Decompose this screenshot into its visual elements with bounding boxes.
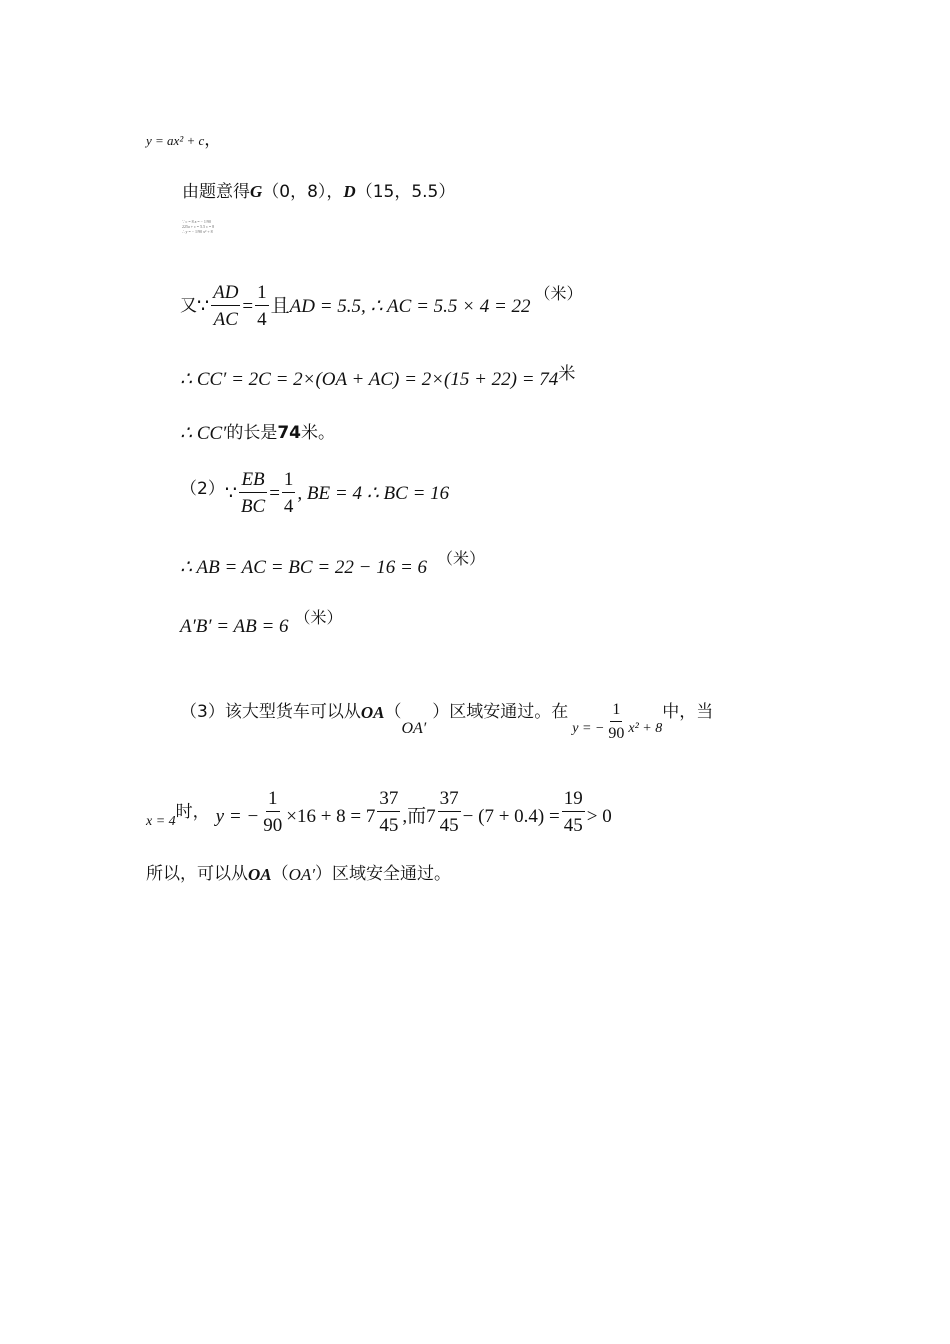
fraction-19-45: $\frac{19}{45}$ <box>563 788 583 836</box>
ratio-ad-ac-line <box>180 283 583 329</box>
cc-prime-label: ∴ CC′ <box>180 423 227 444</box>
ab-prime-line <box>180 607 343 637</box>
system-row-2: 225a + c = 5.5 c = 8 <box>182 224 215 229</box>
point-d: D <box>343 182 356 201</box>
bc-computation: , BE = 4 ∴ BC = 16 <box>297 482 450 504</box>
part-2-label: （2） <box>180 478 225 499</box>
part-3-text: ）区域安通过。在 <box>432 701 569 722</box>
given-points-line <box>182 183 455 201</box>
fraction-37-45: $\frac{37}{45}$ <box>379 788 399 836</box>
unit-meter: （米） <box>534 284 583 303</box>
computation-mid-2: − (7 + 0.4) = <box>462 805 560 827</box>
x-equals-4: x = 4 <box>146 814 176 829</box>
cc-prime-result <box>180 424 335 443</box>
system-row-3: ∴ y = − 1/90 x² + 8 <box>182 229 213 234</box>
parabola-formula: y = ax² + c <box>146 133 205 148</box>
equation-system-thumbnail <box>182 219 214 234</box>
computation-mid: ×16 + 8 = 7 <box>286 805 376 827</box>
ab-prime-formula: A′B′ = AB = 6 <box>180 616 289 637</box>
fraction-one-quarter: $\frac{1}{4}$ <box>257 282 267 330</box>
segment-oa: OA <box>360 702 385 722</box>
point-d-coords: （15，5.5） <box>355 182 456 202</box>
ac-computation: AD = 5.5, ∴ AC = 5.5 × 4 = 22 <box>289 295 531 317</box>
fraction-1-90: $\frac{1}{90}$ <box>263 788 283 836</box>
fraction-one-quarter: $\frac{1}{4}$ <box>283 469 294 517</box>
greater-than-zero: > 0 <box>586 805 612 827</box>
shi-char: 时， <box>175 801 210 822</box>
equals: = <box>269 482 280 504</box>
comma: ， <box>204 130 222 150</box>
fraction-ad-ac: $\frac{AD}{AC}$ <box>213 282 239 330</box>
point-g-coords: （0，8）， <box>262 182 344 202</box>
part-3-text-end: 中，当 <box>662 701 714 722</box>
qie-char: 且 <box>270 295 290 317</box>
result-number: 74 <box>277 423 302 443</box>
segment-oa-prime: OA′ <box>401 720 427 737</box>
because-symbol: ∵ <box>224 482 237 504</box>
point-g: G <box>250 182 263 201</box>
unit-meter: （米） <box>437 548 486 568</box>
you-char: 又 <box>180 295 197 316</box>
er-char: ,而7 <box>402 805 436 827</box>
ab-computation-line <box>180 548 486 578</box>
eq-parabola-general <box>146 132 221 149</box>
system-row-1: ∵ c = 8 a = − 1/90 <box>182 219 211 224</box>
fraction-one-ninetieth: $\frac{1}{90}$ <box>608 701 625 742</box>
unit-meter: （米） <box>294 607 343 627</box>
paren-open: （ <box>384 701 402 722</box>
x-squared-plus-8: x² + 8 <box>628 721 663 736</box>
conclusion-line <box>146 866 451 883</box>
fraction-eb-bc: $\frac{EB}{BC}$ <box>240 469 266 517</box>
conclusion-text-end: ）区域安全通过。 <box>315 864 452 884</box>
y-equals: y = − <box>572 721 605 736</box>
segment-oa-prime: OA′ <box>288 865 316 884</box>
fraction-37-45-b: $\frac{37}{45}$ <box>439 788 459 836</box>
cc-prime-computation <box>180 364 576 390</box>
segment-oa: OA <box>248 865 272 884</box>
conclusion-text: 所以，可以从 <box>146 864 248 884</box>
result-unit: 米。 <box>301 423 336 443</box>
x-equals-4-line <box>146 789 612 835</box>
because-symbol: ∵ <box>197 295 210 317</box>
y-equals: y = − <box>215 805 260 827</box>
ab-formula: ∴ AB = AC = BC = 22 − 16 = 6 <box>180 557 428 578</box>
equals: = <box>242 295 254 317</box>
part-3-line <box>180 682 713 742</box>
paren-open: （ <box>271 864 289 884</box>
unit-meter: 米 <box>558 364 576 384</box>
given-text: 由题意得 <box>182 182 250 202</box>
part-2-ratio-line <box>180 470 449 516</box>
part-3-label: （3）该大型货车可以从 <box>180 701 361 722</box>
cc-formula: ∴ CC′ = 2C = 2×(OA + AC) = 2×(15 + 22) = 74 <box>180 369 559 390</box>
result-text: 的长是 <box>226 423 278 443</box>
